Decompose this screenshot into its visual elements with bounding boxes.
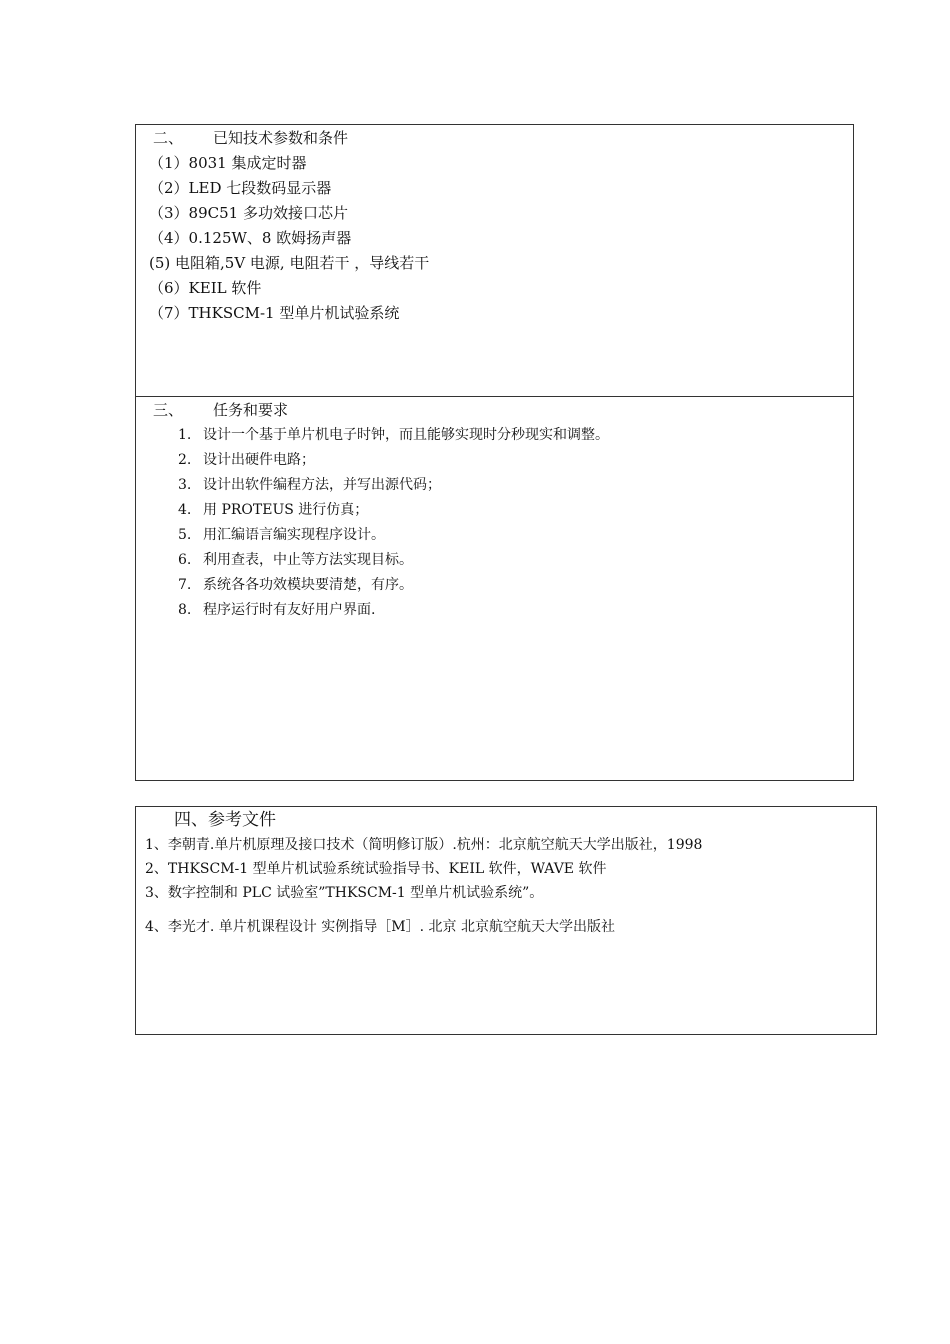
item-text: 用 PROTEUS 进行仿真； (203, 502, 369, 518)
list-item (178, 500, 368, 520)
section-known-parameters (135, 124, 854, 397)
section-heading (153, 128, 348, 148)
item-number: 7. (178, 577, 192, 593)
item-text: 设计出硬件电路； (203, 452, 315, 468)
list-item (178, 450, 315, 470)
list-item (178, 575, 413, 595)
list-item: （2）LED 七段数码显示器 (149, 179, 332, 197)
reference-item: 2、THKSCM-1 型单片机试验系统试验指导书、KEIL 软件，WAVE 软件 (145, 861, 607, 877)
section-heading (153, 400, 288, 420)
item-text: 用汇编语言编实现程序设计。 (203, 527, 385, 543)
section-title: 任务和要求 (213, 401, 289, 419)
item-text: 设计出软件编程方法，并写出源代码； (203, 477, 441, 493)
list-item: （6）KEIL 软件 (149, 279, 262, 297)
section-title: 已知技术参数和条件 (213, 129, 349, 147)
list-item: （4）0.125W、8 欧姆扬声器 (149, 229, 352, 247)
list-item (178, 525, 385, 545)
section-title: 四、参考文件 (174, 810, 276, 830)
list-item (178, 425, 609, 445)
item-text: 设计一个基于单片机电子时钟，而且能够实现时分秒现实和调整。 (203, 427, 609, 443)
item-number: 4. (178, 502, 192, 518)
list-item: （3）89C51 多功效接口芯片 (149, 204, 348, 222)
reference-item: 4、李光才. 单片机课程设计 实例指导［M］. 北京 北京航空航天大学出版社 (145, 919, 615, 935)
section-tasks-requirements (135, 396, 854, 781)
item-number: 8. (178, 602, 192, 618)
item-text: 系统各各功效模块要清楚，有序。 (203, 577, 413, 593)
section-number: 三、 (153, 401, 184, 419)
list-item: （1）8031 集成定时器 (149, 154, 307, 172)
reference-item: 1、李朝青.单片机原理及接口技术（简明修订版）.杭州：北京航空航天大学出版社，1998 (145, 837, 703, 853)
section-number: 二、 (153, 129, 184, 147)
section-references (135, 806, 877, 1035)
list-item: (5) 电阻箱,5V 电源, 电阻若干 ，导线若干 (149, 254, 430, 272)
item-number: 6. (178, 552, 192, 568)
item-text: 利用查表，中止等方法实现目标。 (203, 552, 413, 568)
list-item (178, 475, 441, 495)
item-number: 2. (178, 452, 192, 468)
item-number: 1. (178, 427, 192, 443)
item-number: 3. (178, 477, 192, 493)
reference-item: 3、数字控制和 PLC 试验室”THKSCM-1 型单片机试验系统”。 (145, 885, 544, 901)
list-item (178, 550, 413, 570)
list-item: （7）THKSCM-1 型单片机试验系统 (149, 304, 400, 322)
item-text: 程序运行时有友好用户界面. (203, 602, 376, 618)
list-item (178, 600, 375, 620)
item-number: 5. (178, 527, 192, 543)
